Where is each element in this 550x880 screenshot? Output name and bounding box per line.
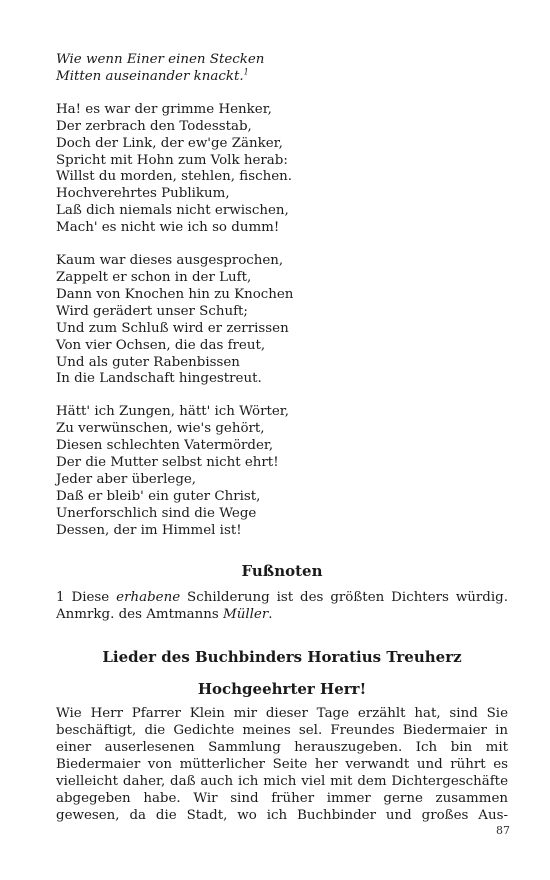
poem-line: Wie wenn Einer einen Stecken [56, 52, 265, 67]
poem-line-with-footnote [56, 69, 508, 86]
poem-stanza-2 [56, 102, 508, 237]
poem-line: Dessen, der im Himmel ist! [56, 522, 242, 538]
poem-line: Jeder aber überlege, [56, 471, 197, 487]
body-paragraph: Wie Herr Pfarrer Klein mir dieser Tage erzählt hat, sind Sie beschäftigt, die Gedichte meines sel. Freundes Biedermaier in einer auserlesenen Sammlung herauszugeben. Ich bin mit Biedermaier von mütterlicher Seite her verwandt und rührt es vielleicht daher, daß auch ich mich viel mit dem Dichtergeschäfte abgegeben habe. Wir sind früher immer gerne zusammen gewesen, da die Stadt, wo ich Buchbinder und großes Aus- [56, 705, 508, 823]
poem-line: Hätt' ich Zungen, hätt' ich Wörter, [56, 404, 289, 420]
poem-line: Und als guter Rabenbissen [56, 354, 240, 370]
poem-line: Hochverehrtes Publikum, [56, 186, 230, 202]
poem-line: Zu verwünschen, wie's gehört, [56, 421, 265, 437]
poem-line: Daß er bleib' ein guter Christ, [56, 488, 261, 504]
poem-line: Willst du morden, stehlen, fischen. [56, 169, 293, 185]
poem-line: Der die Mutter selbst nicht ehrt! [56, 455, 279, 471]
footnote-text: Schilderung ist des größten Dichters würdig. Anmrkg. des Amtmanns [56, 589, 508, 622]
poem-line: Diesen schlechten Vatermörder, [56, 438, 274, 454]
poem-line: Laß dich niemals nicht erwischen, [56, 203, 289, 219]
page-content [56, 52, 508, 824]
page-number: 87 [496, 824, 510, 837]
footnote-text: . [268, 606, 273, 622]
poem-line: Spricht mit Hohn zum Volk herab: [56, 152, 288, 168]
footnote-ref[interactable]: 1 [243, 67, 249, 77]
poem-line: Mach' es nicht wie ich so dumm! [56, 220, 280, 236]
letter-heading: Hochgeehrter Herr! [197, 679, 367, 698]
poem-line: In die Landschaft hingestreut. [56, 371, 262, 387]
poem-stanza-4 [56, 404, 508, 539]
poem-line: Zappelt er schon in der Luft, [56, 269, 252, 285]
poem-line: Kaum war dieses ausgesprochen, [56, 253, 284, 269]
footnote-number[interactable]: 1 [56, 589, 65, 605]
poem-line: Und zum Schluß wird er zerrissen [56, 320, 289, 336]
poem-line: Unerforschlich sind die Wege [56, 505, 257, 521]
footnote-1 [56, 589, 508, 623]
poem-line: Dann von Knochen hin zu Knochen [56, 286, 294, 302]
section-title: Lieder des Buchbinders Horatius Treuherz [102, 647, 462, 666]
poem-line: Von vier Ochsen, die das freut, [56, 337, 266, 353]
footnote-text: Diese [64, 589, 117, 605]
poem-stanza-1 [56, 52, 508, 86]
poem-line: Ha! es war der grimme Henker, [56, 101, 272, 117]
poem-line: Wird gerädert unser Schuft; [56, 303, 248, 319]
poem-line-text: Mitten auseinander knackt. [56, 68, 244, 84]
footnote-emphasis: erhabene [116, 589, 181, 605]
poem-stanza-3 [56, 253, 508, 388]
footnotes-heading: Fußnoten [241, 561, 323, 580]
footnote-emphasis: Müller [223, 606, 269, 622]
poem-line: Doch der Link, der ew'ge Zänker, [56, 135, 283, 151]
poem-line: Der zerbrach den Todesstab, [56, 118, 252, 134]
